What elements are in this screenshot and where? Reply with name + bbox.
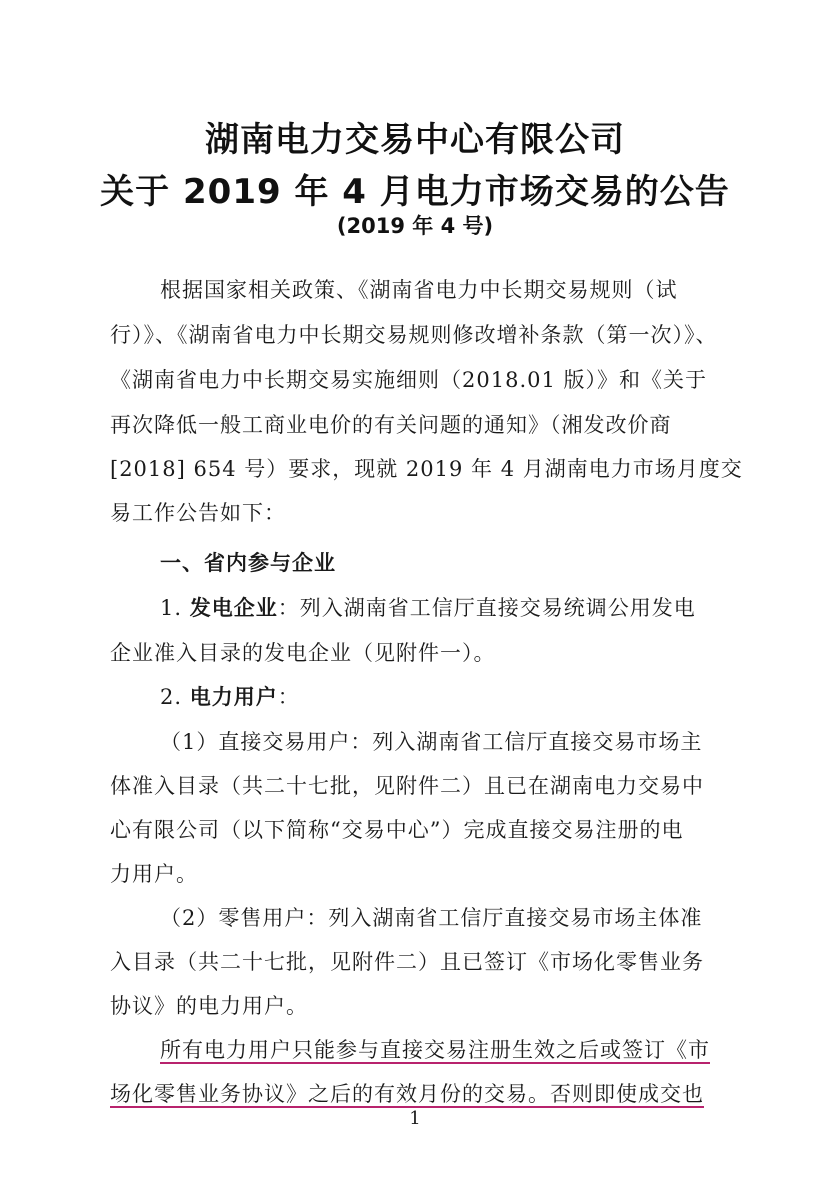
note-text-1: 所有电力用户只能参与直接交易注册生效之后或签订《市 — [160, 1038, 710, 1062]
intro-line-2: 行）》、《湖南省电力中长期交易规则修改增补条款（第一次）》、 — [110, 323, 718, 347]
item1-number: 1. — [160, 596, 183, 620]
sub1-line-2: 体准入目录（共二十七批，见附件二）且已在湖南电力交易中 — [110, 774, 704, 798]
sub1-line-3: 心有限公司（以下简称“交易中心”）完成直接交易注册的电 — [110, 818, 684, 842]
intro-line-5: [2018] 654 号）要求，现就 2019 年 4 月湖南电力市场月度交 — [110, 457, 743, 481]
note-line-1 — [160, 1028, 720, 1073]
doc-number: (2019 年 4 号) — [336, 214, 494, 238]
item2-line — [160, 675, 720, 720]
item1-line-2: 企业准入目录的发电企业（见附件一）。 — [110, 641, 496, 665]
sub2-line-1: （2）零售用户：列入湖南省工信厅直接交易市场主体准 — [160, 906, 703, 930]
item2-colon: ： — [277, 685, 300, 709]
sub2-line-2: 入目录（共二十七批，见附件二）且已签订《市场化零售业务 — [110, 950, 704, 974]
doc-title-org: 湖南电力交易中心有限公司 — [205, 120, 625, 160]
item1-text: ：列入湖南省工信厅直接交易统调公用发电 — [277, 596, 696, 620]
sub2-line-3: 协议》的电力用户。 — [110, 994, 308, 1018]
intro-line-6: 易工作公告如下： — [110, 501, 286, 525]
item2-number: 2. — [160, 685, 183, 709]
intro-line-4: 再次降低一般工商业电价的有关问题的通知》（湘发改价商 — [110, 413, 672, 437]
section-heading: 一、省内参与企业 — [160, 551, 336, 575]
sub1-line-1: （1）直接交易用户：列入湖南省工信厅直接交易市场主 — [160, 730, 703, 754]
sub1-line-4: 力用户。 — [110, 862, 198, 886]
item1-line-1 — [160, 586, 720, 631]
doc-title-subject: 关于 2019 年 4 月电力市场交易的公告 — [100, 172, 730, 212]
intro-line-1: 根据国家相关政策、《湖南省电力中长期交易规则（试 — [160, 278, 678, 302]
item2-label: 电力用户 — [189, 685, 278, 709]
note-text-2: 场化零售业务协议》之后的有效月份的交易。否则即使成交也 — [110, 1082, 704, 1106]
intro-line-3: 《湖南省电力中长期交易实施细则（2018.01 版）》和《关于 — [110, 368, 708, 392]
page-number: 1 — [409, 1108, 421, 1129]
item1-label: 发电企业 — [189, 596, 278, 620]
